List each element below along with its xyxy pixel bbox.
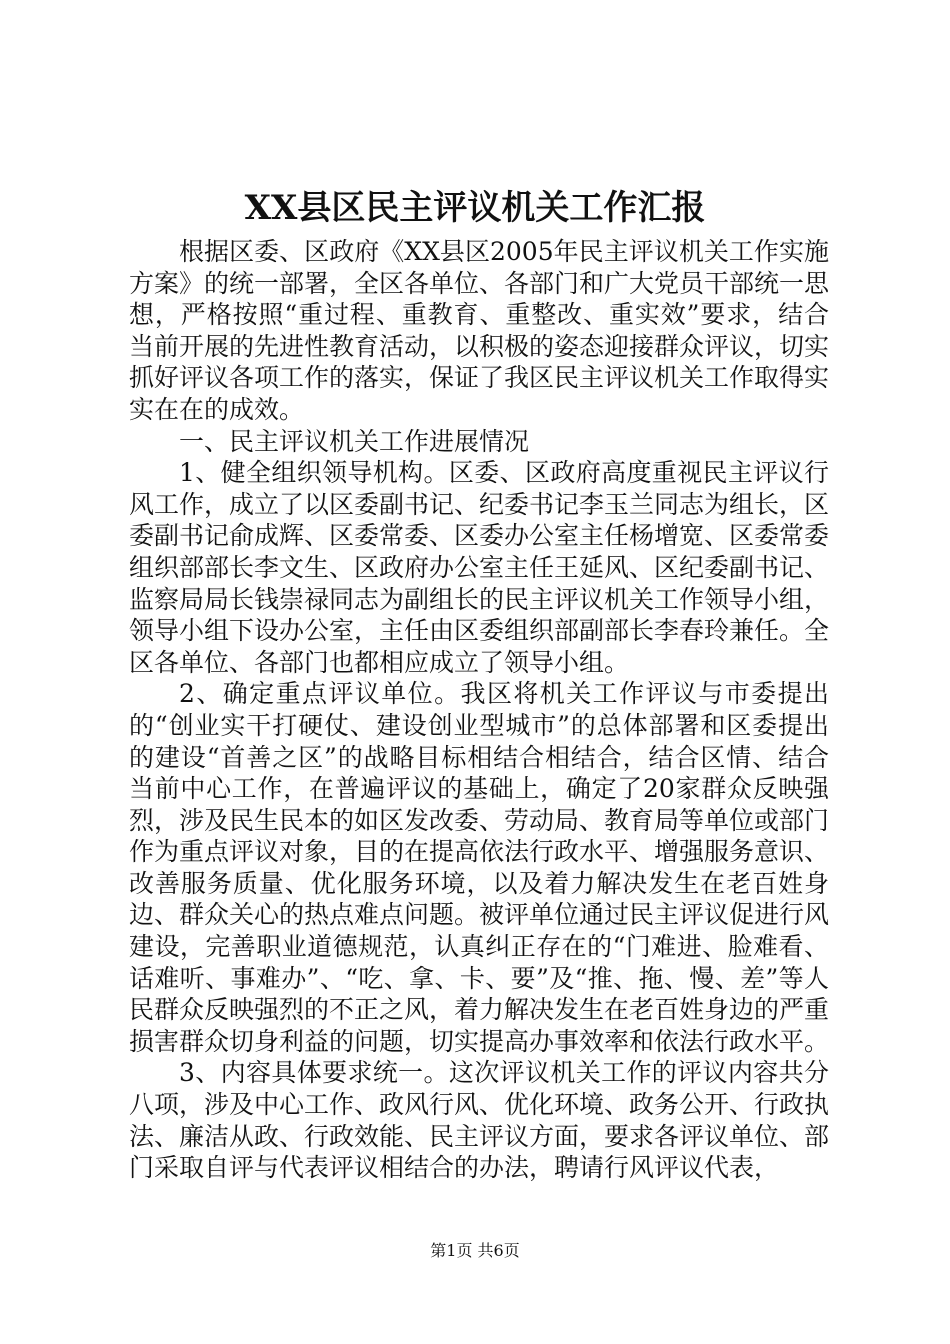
paragraph-intro: 根据区委、区政府《XX县区2005年民主评议机关工作实施方案》的统一部署，全区各单位、各部门和广大党员干部统一思想，严格按照“重过程、重教育、重整改、重实效”要求，结合当前开展的先进性教育活动，以积极的姿态迎接群众评议，切实抓好评议各项工作的落实，保证了我区民主评议机关工作取得实实在在的成效。 bbox=[129, 237, 830, 424]
document-title: XX县区民主评议机关工作汇报 bbox=[244, 188, 706, 228]
paragraph-item-2: 2、确定重点评议单位。我区将机关工作评议与市委提出的“创业实干打硬仗、建设创业型城市”的总体部署和区委提出的建设“首善之区”的战略目标相结合相结合，结合区情、结合当前中心工作，在普遍评议的基础上，确定了20家群众反映强烈，涉及民生民本的如区发改委、劳动局、教育局等单位或部门作为重点评议对象，目的在提高依法行政水平、增强服务意识、改善服务质量、优化服务环境，以及着力解决发生在老百姓身边、群众关心的热点难点问题。被评单位通过民主评议促进行风建设，完善职业道德规范，认真纠正存在的“门难进、脸难看、话难听、事难办”、“吃、拿、卡、要”及“推、拖、慢、差”等人民群众反映强烈的不正之风，着力解决发生在老百姓身边的严重损害群众切身利益的问题，切实提高办事效率和依法行政水平。 bbox=[129, 679, 830, 1056]
section-heading: 一、民主评议机关工作进展情况 bbox=[179, 426, 530, 456]
page-number: 第1页 共6页 bbox=[430, 1241, 520, 1260]
document-body bbox=[129, 236, 829, 1184]
paragraph-item-3: 3、内容具体要求统一。这次评议机关工作的评议内容共分八项，涉及中心工作、政风行风、优化环境、政务公开、行政执法、廉洁从政、行政效能、民主评议方面，要求各评议单位、部门采取自评与代表评议相结合的办法，聘请行风评议代表， bbox=[129, 1058, 830, 1183]
paragraph-item-1: 1、健全组织领导机构。区委、区政府高度重视民主评议行风工作，成立了以区委副书记、纪委书记李玉兰同志为组长，区委副书记俞成辉、区委常委、区委办公室主任杨增宽、区委常委组织部部长李文生、区政府办公室主任王延风、区纪委副书记、监察局局长钱崇禄同志为副组长的民主评议机关工作领导小组，领导小组下设办公室，主任由区委组织部副部长李春玲兼任。全区各单位、各部门也都相应成立了领导小组。 bbox=[129, 458, 830, 677]
